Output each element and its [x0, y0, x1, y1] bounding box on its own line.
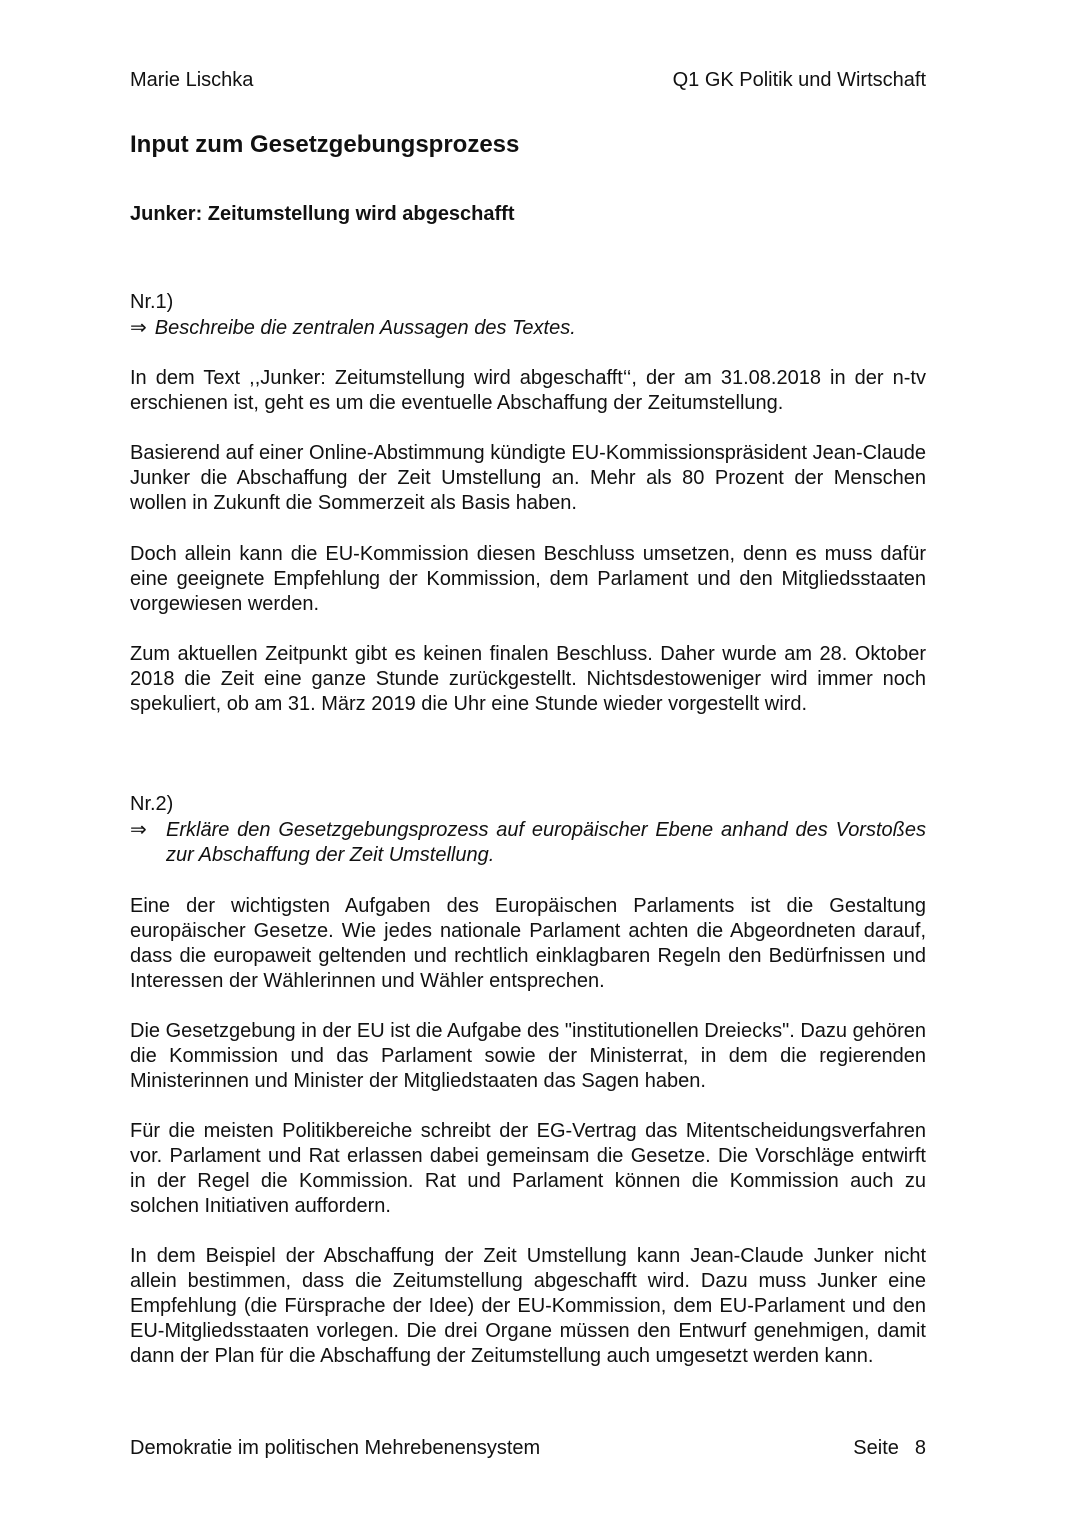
section-2-task: [130, 818, 926, 868]
paragraph: Doch allein kann die EU-Kommission diesen Beschluss umsetzen, denn es muss dafür eine geeignete Empfehlung der Kommission, dem Parlament und den Mitgliedsstaaten vorgewiesen werden.: [130, 543, 926, 615]
paragraph: Die Gesetzgebung in der EU ist die Aufgabe des "institutionellen Dreiecks". Dazu gehören die Kommission und das Parlament sowie der Ministerrat, in dem die regierenden Ministerinnen und Minister der Mitgliedstaaten das Sagen haben.: [130, 1020, 926, 1092]
arrow-right-icon: ⇒: [130, 317, 147, 339]
document-title: Input zum Gesetzgebungsprozess: [130, 131, 520, 158]
section-1-number: Nr.1): [130, 291, 174, 313]
page-number: 8: [914, 1437, 926, 1459]
section-2-number: Nr.2): [130, 793, 174, 815]
footer-topic: Demokratie im politischen Mehrebenensystem: [130, 1437, 541, 1459]
paragraph: In dem Text ,,Junker: Zeitumstellung wird abgeschafft‘‘, der am 31.08.2018 in der n-tv erschienen ist, geht es um die eventuelle Abschaffung der Zeitumstellung.: [130, 367, 926, 414]
section-2-task-text: Erkläre den Gesetzgebungsprozess auf europäischer Ebene anhand des Vorstoßes zur Abschaffung der Zeit Umstellung.: [166, 819, 926, 866]
paragraph: In dem Beispiel der Abschaffung der Zeit Umstellung kann Jean-Claude Junker nicht allein bestimmen, dass die Zeitumstellung abgeschafft wird. Dazu muss Junker eine Empfehlung (die Fürsprache der Idee) der EU-Kommission, dem EU-Parlament und den EU-Mitgliedsstaaten vorlegen. Die drei Organe müssen den Entwurf genehmigen, damit dann der Plan für die Abschaffung der Zeitumstellung auch umgesetzt werden kann.: [130, 1245, 926, 1367]
header-author: Marie Lischka: [130, 69, 254, 91]
section-1-task: [130, 316, 926, 341]
paragraph: Zum aktuellen Zeitpunkt gibt es keinen finalen Beschluss. Daher wurde am 28. Oktober 2018 die Zeit eine ganze Stunde zurückgestellt. Nichtsdestoweniger wird immer noch spekuliert, ob am 31. März 2019 die Uhr eine Stunde wieder vorgestellt wird.: [130, 643, 926, 715]
arrow-right-icon: ⇒: [130, 819, 147, 841]
paragraph: Basierend auf einer Online-Abstimmung kündigte EU-Kommissionspräsident Jean-Claude Junker die Abschaffung der Zeit Umstellung an. Mehr als 80 Prozent der Menschen wollen in Zukunft die Sommerzeit als Basis haben.: [130, 442, 926, 514]
page-label: Seite: [853, 1437, 899, 1459]
paragraph: Für die meisten Politikbereiche schreibt der EG-Vertrag das Mitentscheidungsverfahren vor. Parlament und Rat erlassen dabei gemeinsam die Gesetze. Die Vorschläge entwirft in der Regel die Kommission. Rat und Parlament können die Kommission auch zu solchen Initiativen auffordern.: [130, 1120, 926, 1217]
paragraph: Eine der wichtigsten Aufgaben des Europäischen Parlaments ist die Gestaltung europäischer Gesetze. Wie jedes nationale Parlament achten die Abgeordneten darauf, dass die europaweit geltenden und rechtlich einklagbaren Regeln den Bedürfnissen und Interessen der Wählerinnen und Wähler entsprechen.: [130, 895, 926, 992]
section-1-task-text: Beschreibe die zentralen Aussagen des Textes.: [154, 317, 576, 339]
document-subtitle: Junker: Zeitumstellung wird abgeschafft: [130, 203, 515, 225]
footer-page: [853, 1436, 926, 1461]
header-course: Q1 GK Politik und Wirtschaft: [672, 69, 926, 91]
